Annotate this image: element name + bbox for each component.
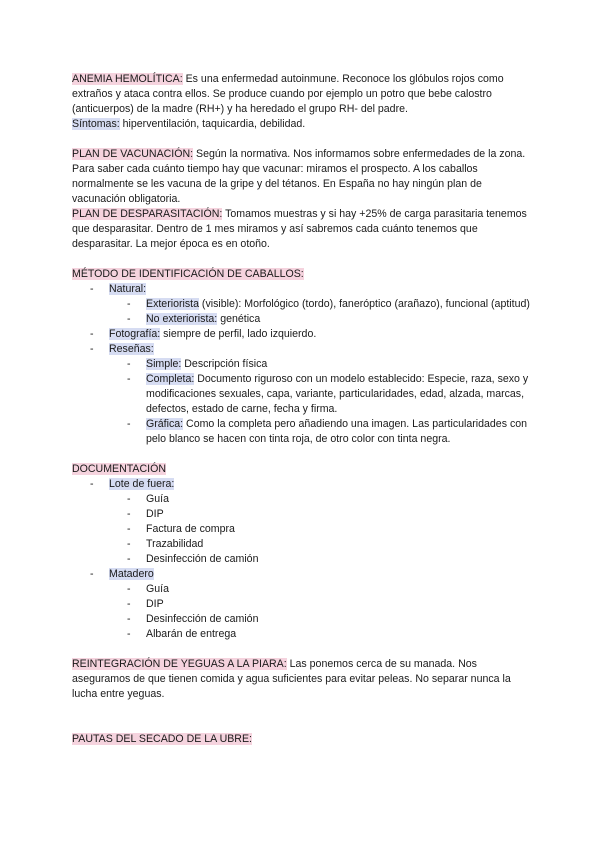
- list-item: [109, 297, 532, 312]
- list-item: - DIP: [109, 507, 532, 522]
- anemia-paragraph: [72, 72, 532, 117]
- natural-label: Natural:: [109, 283, 147, 295]
- list-item: [72, 342, 532, 447]
- secado-heading-line: [72, 732, 532, 747]
- list-item: [72, 567, 532, 642]
- resenas-label: Reseñas:: [109, 343, 154, 355]
- fotografia-label: Fotografía:: [109, 328, 161, 340]
- desparasitacion-heading: PLAN DE DESPARASITACIÓN:: [72, 208, 223, 220]
- grafica-label: Gráfica:: [146, 418, 184, 430]
- list-item: - Factura de compra: [109, 522, 532, 537]
- list-item: - Guía: [109, 582, 532, 597]
- sintomas-paragraph: [72, 117, 532, 132]
- lote-label: Lote de fuera:: [109, 478, 175, 490]
- list-item: [72, 327, 532, 342]
- vacunacion-paragraph: [72, 147, 532, 207]
- list-item: [109, 372, 532, 417]
- identificacion-heading: MÉTODO DE IDENTIFICACIÓN DE CABALLOS:: [72, 268, 304, 280]
- identificacion-list: [72, 282, 532, 447]
- list-item: - DIP: [109, 597, 532, 612]
- exteriorista-text: (visible): Morfológico (tordo), faneróptico (arañazo), funcional (aptitud): [198, 298, 530, 310]
- reintegracion-heading: REINTEGRACIÓN DE YEGUAS A LA PIARA:: [72, 658, 287, 670]
- matadero-label: Matadero: [109, 568, 154, 580]
- list-item: [72, 477, 532, 567]
- documentacion-heading: DOCUMENTACIÓN: [72, 463, 166, 475]
- identificacion-heading-line: [72, 267, 532, 282]
- list-item: [109, 312, 532, 327]
- list-item: [72, 282, 532, 327]
- resenas-sublist: [109, 357, 532, 447]
- completa-label: Completa:: [146, 373, 195, 385]
- fotografia-text: siempre de perfil, lado izquierdo.: [160, 328, 317, 340]
- simple-text: Descripción física: [181, 358, 268, 370]
- secado-heading: PAUTAS DEL SECADO DE LA UBRE:: [72, 733, 252, 745]
- natural-sublist: [109, 297, 532, 327]
- grafica-text: Como la completa pero añadiendo una imagen. Las particularidades con pelo blanco se hacen con tinta roja, de otro color con tinta negra.: [146, 418, 528, 445]
- no-exteriorista-label: No exteriorista:: [146, 313, 218, 325]
- desparasitacion-paragraph: [72, 207, 532, 252]
- list-item: - Guía: [109, 492, 532, 507]
- reintegracion-paragraph: [72, 657, 532, 702]
- list-item: [109, 417, 532, 447]
- document-page: [72, 72, 532, 747]
- simple-label: Simple:: [146, 358, 182, 370]
- reintegracion-text: Las ponemos cerca de su manada. Nos aseguramos de que tienen comida y agua suficientes para evitar peleas. No separar nunca la lucha entre yeguas.: [72, 658, 511, 700]
- documentacion-list: [72, 477, 532, 642]
- vacunacion-text: Según la normativa. Nos informamos sobre enfermedades de la zona. Para saber cada cuánto tiempo hay que vacunar: miramos el prospecto. A los caballos normalmente se les vacuna de la gripe y del tétanos. En España no hay ningún plan de vacunación obligatoria.: [72, 148, 526, 205]
- list-item: - Desinfección de camión: [109, 612, 532, 627]
- vacunacion-heading: PLAN DE VACUNACIÓN:: [72, 148, 194, 160]
- completa-text: Documento riguroso con un modelo establecido: Especie, raza, sexo y modificaciones sexuales, capa, variante, particularidades, edad, alzada, marcas, defectos, estado de carne, fecha y firma.: [146, 373, 529, 415]
- no-exteriorista-text: genética: [217, 313, 261, 325]
- sintomas-label: Síntomas:: [72, 118, 120, 130]
- list-item: - Desinfección de camión: [109, 552, 532, 567]
- list-item: - Trazabilidad: [109, 537, 532, 552]
- lote-sublist: [109, 492, 532, 567]
- desparasitacion-text: Tomamos muestras y si hay +25% de carga parasitaria tenemos que desparasitar. Dentro de 1 mes miramos y así sabremos cada cuánto tenemos que desparasitar. La mejor época es en otoño.: [72, 208, 527, 250]
- anemia-text: Es una enfermedad autoinmune. Reconoce los glóbulos rojos como extraños y ataca contra ellos. Se produce cuando por ejemplo un potro que bebe calostro (anticuerpos) de la madre (RH+) y ha heredado el grupo RH- del padre.: [72, 73, 504, 115]
- documentacion-heading-line: [72, 462, 532, 477]
- sintomas-text: hiperventilación, taquicardia, debilidad.: [119, 118, 306, 130]
- exteriorista-label: Exteriorista: [146, 298, 199, 310]
- matadero-sublist: [109, 582, 532, 642]
- list-item: [109, 357, 532, 372]
- list-item: - Albarán de entrega: [109, 627, 532, 642]
- anemia-heading: ANEMIA HEMOLÍTICA:: [72, 73, 183, 85]
